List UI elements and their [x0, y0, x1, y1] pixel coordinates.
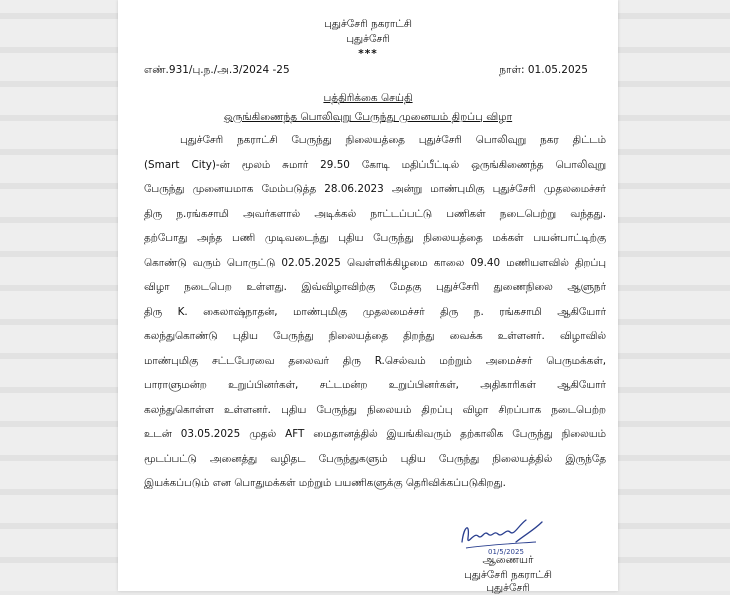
signatory-city: புதுச்சேரி — [486, 582, 530, 594]
body-line: மூடப்பட்டு அனைத்து வழிதட பேருந்துகளும் புதிய பேருந்து நிலையத்தில் இருந்தே — [144, 452, 606, 465]
press-release-heading: பத்திரிக்கை செய்தி — [323, 92, 413, 104]
body-line: கலந்துகொண்டு புதிய பேருந்து நிலையத்தை திறந்து வைக்க உள்ளனர். விழாவில் — [144, 330, 606, 342]
body-line: உடன் 03.05.2025 முதல் AFT மைதானத்தில் இயங்கிவரும் தற்காலிக பேருந்து நிலையம் — [144, 428, 606, 440]
body-line: மாண்புமிகு சட்டபேரவை தலைவர் திரு R.செல்வம் மற்றும் அமைச்சர் பெருமக்கள், — [144, 354, 606, 367]
body-line: இயக்கப்படும் என பொதுமக்கள் மற்றும் பயணிகளுக்கு தெரிவிக்கப்படுகிறது. — [144, 477, 506, 489]
org-header: புதுச்சேரி நகராட்சி — [324, 18, 412, 30]
signature — [456, 512, 546, 557]
body-line: (Smart City)-ன் மூலம் சுமார் 29.50 கோடி மதிப்பீட்டில் ஒருங்கிணைந்த பொலிவுறு — [144, 158, 606, 171]
signatory-title: ஆணையர் — [482, 554, 534, 566]
city-header: புதுச்சேரி — [346, 33, 390, 45]
background-right — [612, 0, 730, 591]
signatory-org: புதுச்சேரி நகராட்சி — [464, 569, 552, 581]
body-line: பாராளுமன்ற உறுப்பினர்கள், சட்டமன்ற உறுப்பினர்கள், அதிகாரிகள் ஆகியோர் — [144, 379, 606, 391]
background-left — [0, 0, 118, 591]
body-text — [144, 128, 606, 496]
subject-heading: ஒருங்கிணைந்த பொலிவுறு பேருந்து முனையம் திறப்பு விழா — [223, 111, 513, 123]
document-date: நாள்: 01.05.2025 — [499, 64, 588, 76]
body-line: தற்போது அந்த பணி முடிவடைந்து புதிய பேருந்து நிலையத்தை மக்கள் பயன்பாட்டிற்கு — [144, 232, 606, 244]
document-page — [118, 0, 618, 594]
body-line: கலந்துகொள்ள உள்ளனர். புதிய பேருந்து நிலையம் திறப்பு விழா சிறப்பாக நடைபெற்ற — [144, 403, 606, 416]
body-line: புதுச்சேரி நகராட்சி பேருந்து நிலையத்தை புதுச்சேரி பொலிவுறு நகர திட்டம் — [180, 134, 606, 146]
header-stars: *** — [358, 48, 378, 60]
body-line: பேருந்து முனையமாக மேம்படுத்த 28.06.2023 அன்று மாண்புமிகு புதுச்சேரி முதலமைச்சர் — [144, 183, 606, 195]
body-line: விழா நடைபெற உள்ளது. இவ்விழாவிற்கு மேதகு புதுச்சேரி துணைநிலை ஆளுநர் — [144, 281, 606, 293]
signature-date: 01/5/2025 — [488, 548, 524, 556]
body-line: திரு K. கைலாஷ்நாதன், மாண்புமிகு முதலமைச்சர் திரு ந. ரங்கசாமி ஆகியோர் — [144, 305, 606, 318]
body-line: கொண்டு வரும் பொருட்டு 02.05.2025 வெள்ளிக்கிழமை காலை 09.40 மணியளவில் திறப்பு — [144, 256, 606, 269]
body-line: திரு ந.ரங்கசாமி அவர்களால் அடிக்கல் நாட்டப்பட்டு பணிகள் நடைபெற்று வந்தது. — [144, 207, 606, 220]
reference-number: எண்.931/பு.ந./அ.3/2024 -25 — [144, 64, 290, 76]
